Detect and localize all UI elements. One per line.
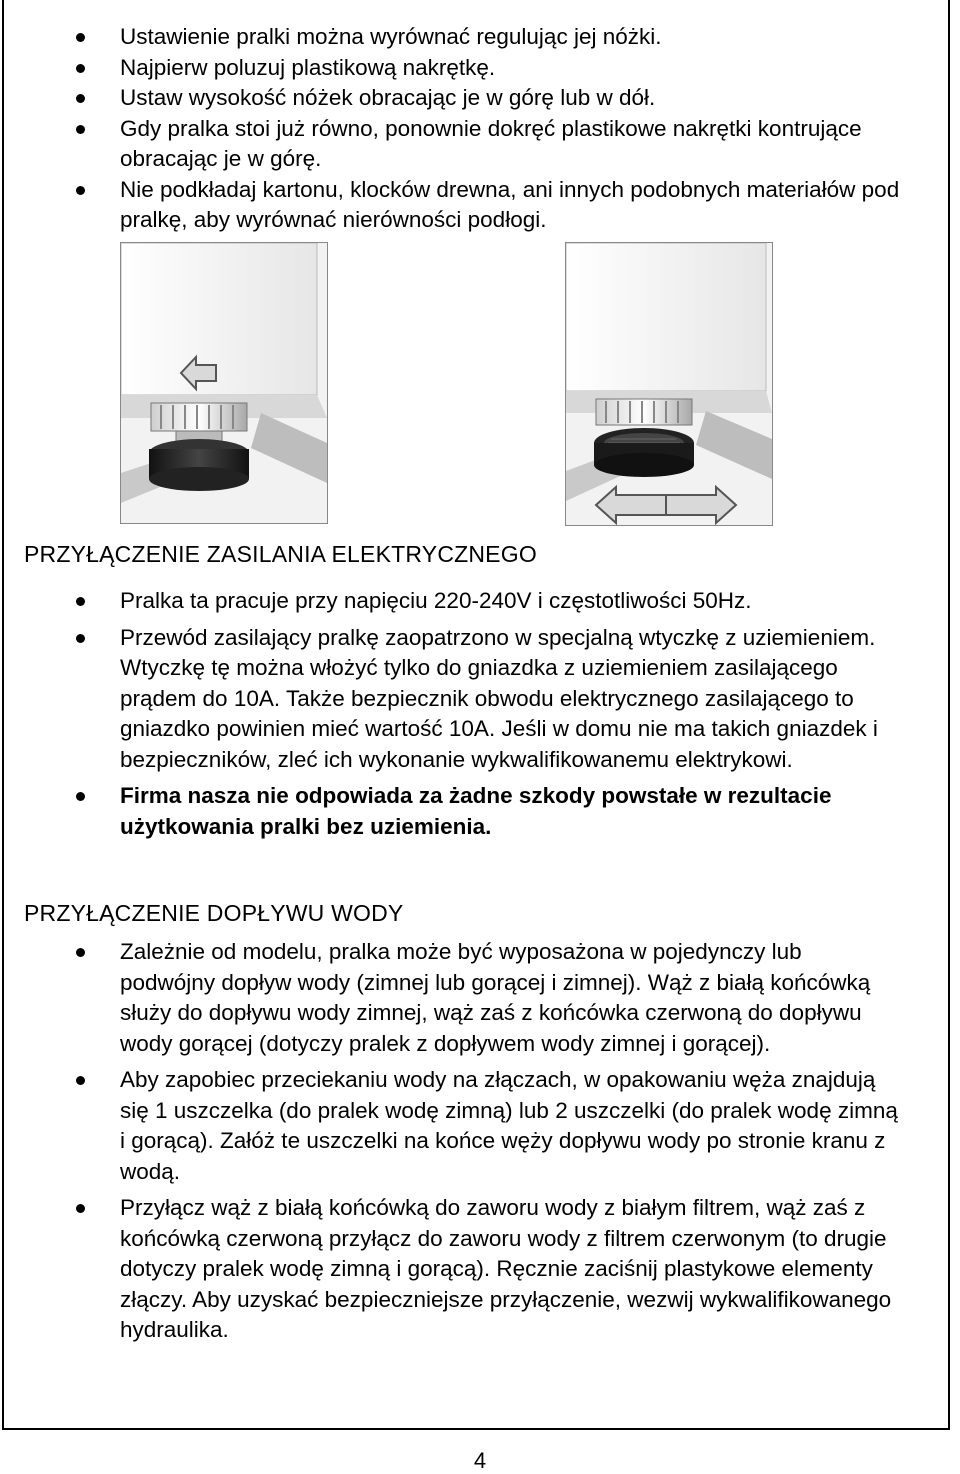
bullet-icon: [76, 1204, 85, 1213]
list-item: Najpierw poluzuj plastikową nakrętkę.: [0, 53, 900, 84]
section-heading-water: PRZYŁĄCZENIE DOPŁYWU WODY: [24, 900, 404, 926]
bullet-icon: [76, 948, 85, 957]
list-item: Pralka ta pracuje przy napięciu 220-240V i częstotliwości 50Hz.: [0, 586, 900, 617]
list-item: Aby zapobiec przeciekaniu wody na złączach, w opakowaniu węża znajdują się 1 uszczelka (do pralek wodę zimną) lub 2 uszczelki (do pralek wodę zimną i gorącą). Załóż te uszczelki na końce węży dopływu wody po stronie kranu z wodą.: [0, 1065, 900, 1187]
electric-list: [0, 586, 900, 848]
list-item: Gdy pralka stoi już równo, ponownie dokręć plastikowe nakrętki kontrujące obracając je w górę.: [0, 114, 900, 175]
list-item: Przyłącz wąż z białą końcówką do zaworu wody z białym filtrem, wąż zaś z końcówką czerwoną przyłącz do zaworu wody z filtrem czerwonym (to drugie dotyczy pralek wodę zimną i gorącą). Ręcznie zaciśnij plastykowe elementy złączy. Aby uzyskać bezpieczniejsze przyłączenie, wezwij wykwalifikowanego hydraulika.: [0, 1193, 900, 1346]
list-item: Ustawienie pralki można wyrównać regulując jej nóżki.: [0, 22, 900, 53]
bullet-icon: [76, 186, 85, 195]
bullet-icon: [76, 1076, 85, 1085]
washing-machine-foot-icon: [121, 243, 327, 523]
list-item: Przewód zasilający pralkę zaopatrzono w specjalną wtyczkę z uziemieniem. Wtyczkę tę można włożyć tylko do gniazdka z uziemieniem zasilającego prądem do 10A. Także bezpiecznik obwodu elektrycznego zasilającego to gniazdko powinien mieć wartość 10A. Jeśli w domu nie ma takich gniazdek i bezpieczników, zleć ich wykonanie wykwalifikowanemu elektrykowi.: [0, 623, 900, 776]
list-item: Ustaw wysokość nóżek obracając je w górę lub w dół.: [0, 83, 900, 114]
list-item: Nie podkładaj kartonu, klocków drewna, ani innych podobnych materiałów pod pralkę, aby wyrównać nierówności podłogi.: [0, 175, 900, 236]
bullet-icon: [76, 792, 85, 801]
bullet-icon: [76, 33, 85, 42]
bullet-icon: [76, 634, 85, 643]
washing-machine-foot-icon: [566, 243, 772, 525]
leveling-list: [0, 22, 900, 236]
foot-adjust-illustration: [565, 242, 773, 526]
list-item: Zależnie od modelu, pralka może być wyposażona w pojedynczy lub podwójny dopływ wody (zimnej lub gorącej i zimnej). Wąż z białą końcówką służy do dopływu wody zimnej, wąż zaś z końcówka czerwoną do dopływu wody gorącej (dotyczy pralek z dopływem wody zimnej i gorącej).: [0, 937, 900, 1059]
water-list: [0, 937, 900, 1352]
list-item-warning: Firma nasza nie odpowiada za żadne szkody powstałe w rezultacie użytkowania pralki bez uziemienia.: [0, 781, 900, 842]
section-heading-electric: PRZYŁĄCZENIE ZASILANIA ELEKTRYCZNEGO: [24, 541, 537, 567]
bullet-icon: [76, 597, 85, 606]
bullet-icon: [76, 125, 85, 134]
bullet-icon: [76, 94, 85, 103]
foot-loosen-illustration: [120, 242, 328, 524]
page-number: 4: [473, 1448, 487, 1473]
bullet-icon: [76, 64, 85, 73]
